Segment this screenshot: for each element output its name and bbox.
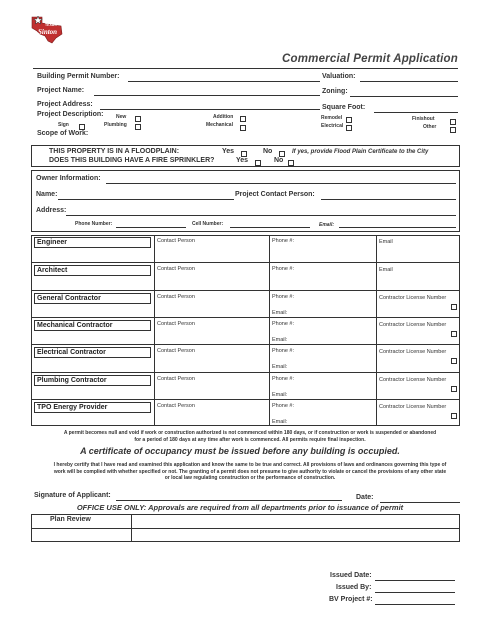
floodplain-question: THIS PROPERTY IS IN A FLOODPLAIN:: [49, 148, 180, 155]
city-logo: [30, 14, 64, 44]
contractor-license-checkbox[interactable]: [451, 358, 457, 364]
contractor-contact-person[interactable]: Contact Person: [157, 348, 195, 355]
issued-date-field[interactable]: [375, 580, 455, 581]
desc-addition-checkbox[interactable]: [240, 116, 246, 122]
title-rule: [33, 68, 458, 69]
contractor-phone[interactable]: Phone #:: [272, 402, 295, 409]
valuation-field[interactable]: [360, 81, 458, 82]
sprinkler-yes-label: Yes: [236, 157, 249, 164]
owner-address-field[interactable]: [66, 215, 456, 216]
contractor-col4[interactable]: Contractor License Number: [379, 349, 447, 356]
sprinkler-no-label: No: [274, 157, 284, 164]
signature-field[interactable]: [116, 500, 342, 501]
contractor-role: Plumbing Contractor: [34, 375, 151, 386]
scope-of-work-label: Scope of Work:: [37, 130, 89, 137]
contractor-license-checkbox[interactable]: [451, 413, 457, 419]
contractor-row: [31, 262, 460, 289]
contractor-role: TPO Energy Provider: [34, 402, 151, 413]
plan-review-label: Plan Review: [50, 516, 91, 523]
owner-name-label: Name:: [36, 191, 58, 198]
contractor-contact-person[interactable]: Contact Person: [157, 402, 195, 409]
contractor-row: [31, 372, 460, 399]
floodplain-no-label: No: [263, 148, 273, 155]
issued-date-label: Issued Date:: [330, 572, 372, 579]
owner-address-label: Address:: [36, 207, 67, 214]
desc-electrical-label: Electrical: [321, 123, 344, 129]
phone-number-label: Phone Number:: [75, 221, 113, 227]
contractor-license-checkbox[interactable]: [451, 304, 457, 310]
desc-plumbing-label: Plumbing: [104, 122, 127, 128]
contractor-role: Architect: [34, 265, 151, 276]
project-address-field[interactable]: [100, 109, 320, 110]
building-permit-number-label: Building Permit Number:: [37, 73, 120, 80]
contractor-phone[interactable]: Phone #:: [272, 266, 295, 273]
owner-email-field[interactable]: [339, 227, 456, 228]
contractor-phone[interactable]: Phone #:: [272, 238, 295, 244]
desc-other-label: Other: [423, 124, 437, 130]
desc-plumbing-checkbox[interactable]: [135, 124, 141, 130]
contractor-col4[interactable]: Contractor License Number: [379, 321, 447, 328]
project-description-label: Project Description:: [37, 111, 104, 118]
contractor-license-checkbox[interactable]: [451, 386, 457, 392]
desc-other-checkbox[interactable]: [450, 127, 456, 133]
square-foot-field[interactable]: [374, 112, 458, 113]
valuation-label: Valuation:: [322, 73, 356, 80]
phone-number-field[interactable]: [116, 227, 186, 228]
contractor-col4[interactable]: Contractor License Number: [379, 403, 447, 410]
sprinkler-question: DOES THIS BUILDING HAVE A FIRE SPRINKLER?: [49, 157, 215, 164]
contractor-col4[interactable]: Contractor License Number: [379, 294, 447, 301]
project-name-label: Project Name:: [37, 87, 85, 94]
contractor-role: Engineer: [34, 237, 151, 248]
contractor-col4[interactable]: Email: [379, 239, 393, 245]
issued-by-label: Issued By:: [336, 584, 372, 591]
office-use-row-divider: [32, 528, 459, 529]
contractor-phone[interactable]: Phone #:: [272, 320, 295, 327]
desc-mechanical-label: Mechanical: [206, 122, 233, 128]
contractor-col4[interactable]: Email: [379, 267, 393, 274]
building-permit-number-field[interactable]: [128, 81, 320, 82]
office-use-table: [31, 514, 460, 542]
floodplain-yes-label: Yes: [222, 148, 235, 155]
logo-text-texas: TEXAS: [45, 23, 57, 27]
zoning-field[interactable]: [350, 96, 458, 97]
office-use-col-divider-1: [131, 515, 132, 541]
bv-project-label: BV Project #:: [329, 596, 373, 603]
project-name-field[interactable]: [94, 95, 320, 96]
contractor-col4[interactable]: Contractor License Number: [379, 376, 447, 383]
project-contact-person-label: Project Contact Person:: [235, 191, 315, 198]
contractor-row: [31, 344, 460, 371]
contractor-email[interactable]: Email:: [272, 391, 288, 398]
contractor-contact-person[interactable]: Contact Person: [157, 320, 195, 327]
issued-by-field[interactable]: [375, 592, 455, 593]
contractor-email[interactable]: Email:: [272, 336, 288, 343]
project-address-label: Project Address:: [37, 101, 93, 108]
desc-new-checkbox[interactable]: [135, 116, 141, 122]
desc-addition-label: Addition: [213, 114, 234, 120]
contractor-row: [31, 399, 460, 426]
project-contact-person-field[interactable]: [321, 199, 456, 200]
void-notice: A permit becomes null and void if work or construction authorized is not commenced within 180 days, or if construction or work is suspended or abandoned for a period of 180 days at any time after work is commenced. All permits require final inspection.: [63, 430, 437, 443]
sprinkler-no-checkbox[interactable]: [288, 160, 294, 166]
desc-finishout-checkbox[interactable]: [450, 119, 456, 125]
contractor-email[interactable]: Email:: [272, 418, 288, 425]
desc-new-label: New: [116, 114, 127, 120]
desc-remodel-checkbox[interactable]: [346, 117, 352, 123]
owner-name-field[interactable]: [58, 199, 234, 200]
contractor-role: Mechanical Contractor: [34, 320, 151, 331]
certificate-notice: A certificate of occupancy must be issued before any building is occupied.: [80, 446, 400, 456]
contractor-phone[interactable]: Phone #:: [272, 293, 295, 300]
zoning-label: Zoning:: [322, 88, 348, 95]
owner-email-label: Email:: [319, 222, 335, 228]
floodplain-note: If yes, provide Flood Plain Certificate to the City: [292, 149, 429, 155]
contractor-contact-person[interactable]: Contact Person: [157, 238, 195, 244]
contractor-email[interactable]: Email:: [272, 309, 288, 316]
owner-information-field[interactable]: [106, 183, 456, 184]
form-title: Commercial Permit Application: [282, 53, 458, 65]
contractor-role: Electrical Contractor: [34, 347, 151, 358]
desc-finishout-label: Finishout: [412, 116, 435, 122]
contractor-row: [31, 235, 460, 262]
desc-remodel-label: Remodel: [321, 115, 343, 121]
contractor-role: General Contractor: [34, 293, 151, 304]
owner-information-label: Owner Information:: [36, 175, 101, 182]
contractor-email[interactable]: Email:: [272, 364, 288, 371]
bv-project-field[interactable]: [375, 604, 455, 605]
contractor-license-checkbox[interactable]: [451, 331, 457, 337]
cell-number-field[interactable]: [230, 227, 310, 228]
desc-electrical-checkbox[interactable]: [346, 125, 352, 131]
signature-label: Signature of Applicant:: [34, 492, 111, 499]
logo-text-sinton: Sinton: [38, 28, 58, 36]
contractor-row: [31, 317, 460, 344]
date-label: Date:: [356, 494, 374, 501]
office-use-heading: OFFICE USE ONLY: Approvals are required from all departments prior to issuance of permit: [76, 503, 404, 512]
certify-statement: I hereby certify that I have read and examined this application and know the same to be true and correct. All provisions of laws and ordinances governing this type of work will be complied with whether specified or not. The granting of a permit does not presume to give authority to violate or cancel the provisions of any other state or local law regulating construction or the performance of construction.: [53, 462, 447, 481]
contractor-phone[interactable]: Phone #:: [272, 348, 295, 355]
square-foot-label: Square Foot:: [322, 104, 366, 111]
contractor-row: [31, 290, 460, 317]
contractor-contact-person[interactable]: Contact Person: [157, 293, 195, 300]
contractor-phone[interactable]: Phone #:: [272, 375, 295, 382]
cell-number-label: Cell Number:: [192, 221, 224, 227]
contractor-contact-person[interactable]: Contact Person: [157, 375, 195, 382]
desc-sign-label: Sign: [58, 122, 69, 128]
contractor-contact-person[interactable]: Contact Person: [157, 266, 195, 273]
desc-mechanical-checkbox[interactable]: [240, 125, 246, 131]
sprinkler-yes-checkbox[interactable]: [255, 160, 261, 166]
